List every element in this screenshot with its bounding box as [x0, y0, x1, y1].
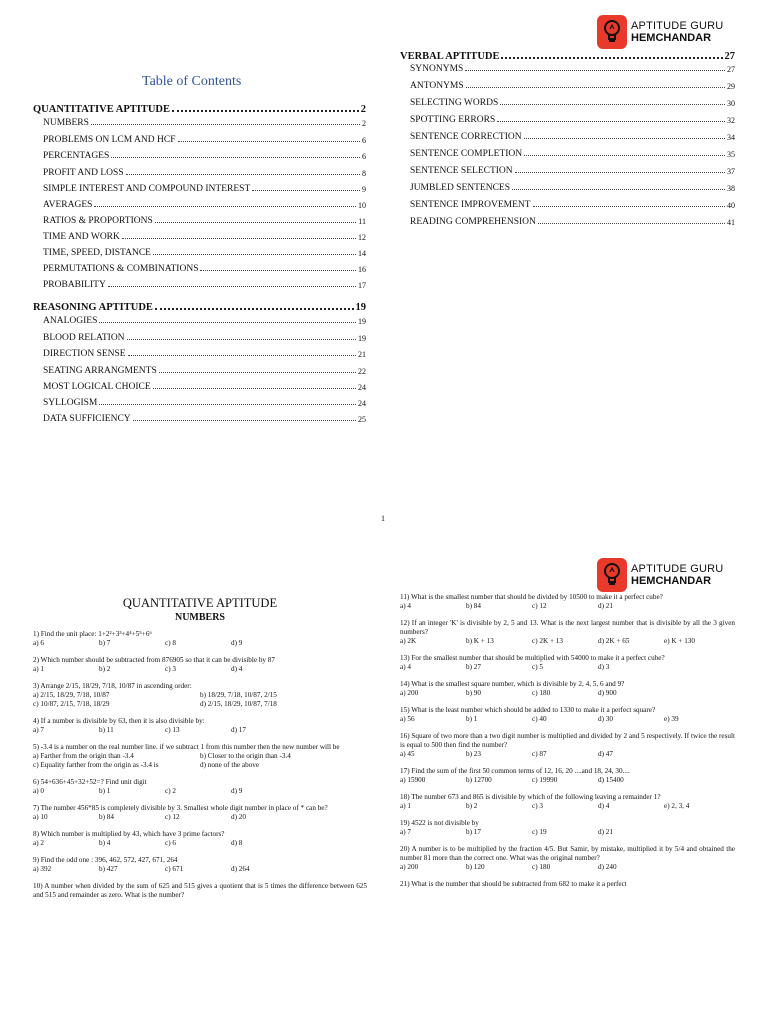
toc-entry-page: 6	[362, 136, 366, 145]
toc-entry-page: 11	[358, 217, 366, 226]
toc-leader-dots	[153, 254, 356, 255]
question	[400, 706, 735, 724]
toc-entry-label: SIMPLE INTEREST AND COMPOUND INTEREST	[43, 184, 251, 194]
lightbulb-icon	[597, 15, 627, 49]
toc-leader-dots	[91, 124, 360, 125]
toc-entry-page: 6	[362, 152, 366, 161]
brand-line1: APTITUDE GURU	[631, 20, 724, 32]
question	[400, 819, 735, 837]
question-text: 12) If an integer 'K' is divisible by 2, 5 and 13. What is the next largest number that is divisible by all the 3 given numbers?	[400, 619, 735, 636]
toc-leader-dots	[153, 388, 356, 389]
toc-entry-label: SELECTING WORDS	[410, 98, 499, 108]
toc-entry-label: PERMUTATIONS & COMBINATIONS	[43, 264, 199, 274]
answer-option[interactable]: d) 264	[231, 865, 250, 873]
answer-option[interactable]: c) 13	[165, 726, 180, 734]
question	[33, 656, 367, 674]
page-number: 1	[381, 514, 385, 523]
brand-line2: HEMCHANDAR	[631, 32, 712, 44]
answer-option[interactable]: b) 11	[99, 726, 114, 734]
toc-leader-dots	[111, 157, 360, 158]
section-title: QUANTITATIVE APTITUDE	[122, 596, 278, 610]
toc-entry[interactable]	[400, 166, 735, 176]
toc-entry-label: SENTENCE SELECTION	[410, 166, 513, 176]
toc-leader-dots	[178, 141, 361, 142]
toc-entry[interactable]	[33, 184, 366, 194]
question	[33, 804, 367, 822]
toc-leader-dots	[501, 57, 722, 59]
answer-option[interactable]: c) 10/87, 2/15, 7/18, 18/29	[33, 700, 110, 708]
toc-entry[interactable]	[400, 183, 735, 193]
toc-entry-label: AVERAGES	[43, 200, 93, 210]
question	[400, 680, 735, 698]
toc-leader-dots	[172, 110, 359, 112]
answer-option[interactable]: a) 56	[400, 715, 415, 723]
toc-entry[interactable]	[400, 64, 735, 74]
question-text: 19) 4522 is not divisible by	[400, 819, 479, 827]
toc-leader-dots	[497, 121, 725, 122]
toc-entry-page: 9	[362, 185, 366, 194]
question-text: 20) A number is to be multiplied by the fraction 4/5. But Samir, by mistake, multiplied it by 5/4 and obtained the number 81 more than the correct one. What was the original number?	[400, 845, 735, 862]
answer-option[interactable]: c) 12	[165, 813, 180, 821]
answer-option[interactable]: a) 15900	[400, 776, 426, 784]
toc-entry[interactable]	[33, 216, 366, 226]
toc-entry-page: 8	[362, 169, 366, 178]
toc-leader-dots	[127, 339, 356, 340]
toc-entry-page: 41	[727, 218, 735, 227]
answer-option[interactable]: c) 8	[165, 639, 176, 647]
toc-leader-dots	[465, 70, 725, 71]
toc-entry-label: PROFIT AND LOSS	[43, 168, 124, 178]
questions-left-column	[33, 630, 367, 908]
toc-leader-dots	[99, 404, 356, 405]
toc-entry[interactable]	[400, 115, 735, 125]
question-text: 9) Find the odd one : 396, 462, 572, 427, 671, 264	[33, 856, 178, 864]
answer-option[interactable]: a) 6	[33, 639, 44, 647]
question-text: 7) The number 456*85 is completely divisible by 3. Smallest whole digit number in place of * can be?	[33, 804, 328, 812]
answer-option[interactable]: d) 21	[598, 828, 613, 836]
answer-option[interactable]: b) 427	[99, 865, 118, 873]
answer-option[interactable]: e) 2, 3, 4	[664, 802, 690, 810]
toc-entry-page: 32	[727, 116, 735, 125]
answer-option[interactable]: b) 4	[99, 839, 111, 847]
answer-option[interactable]: b) 90	[466, 689, 481, 697]
toc-entry[interactable]	[400, 149, 735, 159]
toc-leader-dots	[512, 189, 725, 190]
answer-option[interactable]: d) 900	[598, 689, 617, 697]
toc-leader-dots	[128, 355, 356, 356]
question-text: 11) What is the smallest number that should be divided by 10500 to make it a perfect cube?	[400, 593, 663, 601]
toc-left-column	[33, 104, 366, 430]
answer-option[interactable]: d) 9	[231, 787, 243, 795]
toc-entry-label: ANTONYMS	[410, 81, 464, 91]
answer-option[interactable]: c) 12	[532, 602, 547, 610]
answer-option[interactable]: b) 84	[466, 602, 481, 610]
brand-line2: HEMCHANDAR	[631, 575, 712, 587]
answer-option[interactable]: b) 120	[466, 863, 485, 871]
toc-entry-page: 29	[727, 82, 735, 91]
toc-entry-page: 19	[358, 317, 366, 326]
question	[400, 732, 735, 759]
toc-entry-page: 24	[358, 399, 366, 408]
answer-option[interactable]: a) 1	[400, 802, 411, 810]
answer-option[interactable]: d) 8	[231, 839, 243, 847]
toc-entry[interactable]	[400, 98, 735, 108]
answer-option[interactable]: b) Closer to the origin than -3.4	[200, 752, 291, 760]
question-text: 3) Arrange 2/15, 18/29, 7/18, 10/87 in ascending order:	[33, 682, 192, 690]
toc-entry-page: 34	[727, 133, 735, 142]
toc-entry-label: SEATING ARRANGMENTS	[43, 366, 157, 376]
toc-entry-page: 25	[358, 415, 366, 424]
answer-option[interactable]: a) 4	[400, 602, 411, 610]
answer-option[interactable]: b) 23	[466, 750, 481, 758]
answer-option[interactable]: b) 7	[99, 639, 111, 647]
question-text: 5) -3.4 is a number on the real number line. if we subtract 1 from this number then the new number will be	[33, 743, 340, 751]
toc-entry-page: 22	[358, 367, 366, 376]
toc-leader-dots	[524, 138, 725, 139]
answer-option[interactable]: d) 2/15, 18/29, 10/87, 7/18	[200, 700, 277, 708]
toc-leader-dots	[252, 190, 360, 191]
toc-entry-label: NUMBERS	[43, 118, 89, 128]
toc-entry-label: SENTENCE CORRECTION	[410, 132, 522, 142]
question-text: 6) 54+636+45+32+52=? Find unit digit	[33, 778, 147, 786]
toc-entry[interactable]	[33, 118, 366, 128]
toc-entry-label: PERCENTAGES	[43, 151, 110, 161]
answer-option[interactable]: b) 12700	[466, 776, 492, 784]
question	[400, 654, 735, 672]
answer-option[interactable]: a) 392	[33, 865, 52, 873]
answer-option[interactable]: c) 87	[532, 750, 547, 758]
question-text: 4) If a number is divisible by 63, then it is also divisible by:	[33, 717, 205, 725]
toc-entry[interactable]	[33, 264, 366, 274]
toc-entry[interactable]	[33, 316, 366, 326]
answer-option[interactable]: c) 3	[165, 665, 176, 673]
toc-entry-label: VERBAL APTITUDE	[400, 51, 500, 62]
toc-entry-page: 14	[358, 249, 366, 258]
toc-entry-page: 2	[360, 104, 366, 115]
answer-option[interactable]: a) 0	[33, 787, 44, 795]
toc-entry-label: MOST LOGICAL CHOICE	[43, 382, 151, 392]
answer-option[interactable]: b) 2	[466, 802, 478, 810]
toc-entry-label: ANALOGIES	[43, 316, 98, 326]
answer-option[interactable]: c) Equality farther from the origin as -3.4 is	[33, 761, 159, 769]
toc-leader-dots	[200, 270, 356, 271]
toc-entry-page: 17	[358, 281, 366, 290]
question	[400, 767, 735, 785]
toc-entry[interactable]	[33, 302, 366, 313]
question	[33, 882, 367, 900]
toc-entry-label: TIME AND WORK	[43, 232, 120, 242]
answer-option[interactable]: c) 3	[532, 802, 543, 810]
question	[33, 630, 367, 648]
toc-leader-dots	[515, 172, 725, 173]
answer-option[interactable]: a) 7	[400, 828, 411, 836]
question	[400, 619, 735, 646]
answer-option[interactable]: d) 4	[231, 665, 243, 673]
answer-option[interactable]: b) 18/29, 7/18, 10/87, 2/15	[200, 691, 277, 699]
answer-option[interactable]: a) 200	[400, 863, 419, 871]
toc-entry[interactable]	[400, 217, 735, 227]
answer-option[interactable]: d) 15400	[598, 776, 624, 784]
toc-entry[interactable]	[33, 280, 366, 290]
answer-option[interactable]: a) 7	[33, 726, 44, 734]
toc-leader-dots	[126, 174, 360, 175]
question-text: 1) Find the unit place: 1+2²+3³+4⁴+5⁵+6⁶	[33, 630, 152, 638]
answer-option[interactable]: a) 2K	[400, 637, 417, 645]
question	[33, 830, 367, 848]
toc-entry-page: 27	[724, 51, 735, 62]
question-text: 21) What is the number that should be subtracted from 682 to make it a perfect	[400, 880, 627, 888]
answer-option[interactable]: a) 2	[33, 839, 44, 847]
toc-entry-page: 37	[727, 167, 735, 176]
toc-leader-dots	[538, 223, 725, 224]
toc-entry-label: SPOTTING ERRORS	[410, 115, 496, 125]
toc-leader-dots	[500, 104, 725, 105]
answer-option[interactable]: b) 84	[99, 813, 114, 821]
toc-entry-page: 21	[358, 350, 366, 359]
toc-entry-page: 38	[727, 184, 735, 193]
toc-entry-page: 2	[362, 119, 366, 128]
toc-entry-label: SENTENCE COMPLETION	[410, 149, 523, 159]
answer-option[interactable]: d) 20	[231, 813, 246, 821]
toc-entry-page: 12	[358, 233, 366, 242]
question-text: 16) Square of two more than a two digit number is multiplied and divided by 2 and 5 respectively. If twice the result is equal to 500 then find the number?	[400, 732, 735, 749]
answer-option[interactable]: d) 2K + 65	[598, 637, 630, 645]
toc-entry[interactable]	[33, 232, 366, 242]
toc-leader-dots	[133, 420, 356, 421]
answer-option[interactable]: c) 19	[532, 828, 547, 836]
toc-entry[interactable]	[33, 168, 366, 178]
toc-entry-label: BLOOD RELATION	[43, 333, 125, 343]
answer-option[interactable]: b) 2	[99, 665, 111, 673]
question-text: 2) Which number should be subtracted from 876905 so that it can be divisible by 87	[33, 656, 275, 664]
answer-option[interactable]: c) 19990	[532, 776, 558, 784]
answer-option[interactable]: c) 6	[165, 839, 176, 847]
toc-entry[interactable]	[33, 366, 366, 376]
answer-option[interactable]: b) 17	[466, 828, 481, 836]
answer-option[interactable]: a) Farther from the origin than -3.4	[33, 752, 134, 760]
answer-option[interactable]: c) 2	[165, 787, 176, 795]
question-text: 14) What is the smallest square number, which is divisible by 2, 4, 5, 6 and 9?	[400, 680, 625, 688]
toc-entry-page: 19	[355, 302, 366, 313]
question	[33, 717, 367, 735]
toc-entry-label: REASONING APTITUDE	[33, 302, 153, 313]
answer-option[interactable]: d) 9	[231, 639, 243, 647]
toc-entry[interactable]	[33, 333, 366, 343]
toc-entry-page: 27	[727, 65, 735, 74]
answer-option[interactable]: d) 30	[598, 715, 613, 723]
answer-option[interactable]: b) 1	[466, 715, 478, 723]
answer-option[interactable]: d) 21	[598, 602, 613, 610]
answer-option[interactable]: c) 5	[532, 663, 543, 671]
toc-entry[interactable]	[33, 200, 366, 210]
toc-entry-page: 16	[358, 265, 366, 274]
toc-leader-dots	[155, 222, 357, 223]
toc-entry[interactable]	[400, 200, 735, 210]
answer-option[interactable]: a) 2/15, 18/29, 7/18, 10/87	[33, 691, 110, 699]
answer-option[interactable]: e) K + 130	[664, 637, 695, 645]
toc-entry[interactable]	[33, 135, 366, 145]
toc-entry-page: 40	[727, 201, 735, 210]
toc-leader-dots	[524, 155, 725, 156]
answer-option[interactable]: b) 27	[466, 663, 481, 671]
toc-entry-label: SYNONYMS	[410, 64, 464, 74]
toc-entry[interactable]	[33, 349, 366, 359]
answer-option[interactable]: d) 17	[231, 726, 246, 734]
answer-option[interactable]: a) 45	[400, 750, 415, 758]
toc-entry[interactable]	[400, 81, 735, 91]
section-subtitle: NUMBERS	[174, 612, 225, 623]
question	[400, 593, 735, 611]
brand-line1: APTITUDE GURU	[631, 563, 724, 575]
toc-entry-page: 19	[358, 334, 366, 343]
toc-leader-dots	[99, 322, 356, 323]
toc-title: Table of Contents	[142, 74, 242, 89]
toc-entry-label: READING COMPREHENSION	[410, 217, 536, 227]
toc-entry-label: PROBLEMS ON LCM AND HCF	[43, 135, 176, 145]
toc-leader-dots	[155, 308, 354, 310]
question	[33, 682, 367, 709]
question-text: 15) What is the least number which should be added to 1330 to make it a perfect square?	[400, 706, 656, 714]
question	[33, 743, 367, 770]
question-text: 17) Find the sum of the first 50 common terms of 12, 16, 20 ....and 18, 24, 30....	[400, 767, 630, 775]
question	[400, 880, 735, 889]
toc-entry[interactable]	[33, 151, 366, 161]
answer-option[interactable]: c) 40	[532, 715, 547, 723]
question	[33, 856, 367, 874]
question	[400, 845, 735, 872]
toc-entry[interactable]	[33, 104, 366, 115]
question-text: 18) The number 673 and 865 is divisible by which of the following leaving a remainder 1?	[400, 793, 661, 801]
answer-option[interactable]: a) 200	[400, 689, 419, 697]
toc-entry-label: TIME, SPEED, DISTANCE	[43, 248, 151, 258]
toc-entry-label: SYLLOGISM	[43, 398, 98, 408]
answer-option[interactable]: c) 180	[532, 689, 551, 697]
toc-entry-page: 24	[358, 383, 366, 392]
question-text: 8) Which number is multiplied by 43, which have 3 prime factors?	[33, 830, 225, 838]
toc-leader-dots	[159, 372, 356, 373]
answer-option[interactable]: c) 2K + 13	[532, 637, 563, 645]
answer-option[interactable]: d) none of the above	[200, 761, 260, 769]
answer-option[interactable]: e) 39	[664, 715, 679, 723]
toc-leader-dots	[533, 206, 725, 207]
toc-entry[interactable]	[400, 132, 735, 142]
answer-option[interactable]: a) 1	[33, 665, 44, 673]
toc-right-column	[400, 51, 735, 234]
toc-leader-dots	[108, 286, 356, 287]
toc-entry-label: JUMBLED SENTENCES	[410, 183, 511, 193]
answer-option[interactable]: b) 1	[99, 787, 111, 795]
answer-option[interactable]: b) K + 13	[466, 637, 494, 645]
toc-entry[interactable]	[33, 382, 366, 392]
toc-entry-label: DIRECTION SENSE	[43, 349, 126, 359]
question-text: 13) For the smallest number that should be multiplied with 54000 to make it a perfect cube?	[400, 654, 665, 662]
toc-entry-page: 35	[727, 150, 735, 159]
question	[33, 778, 367, 796]
toc-leader-dots	[466, 87, 725, 88]
brand-logo	[597, 15, 723, 49]
answer-option[interactable]: d) 4	[598, 802, 610, 810]
answer-option[interactable]: c) 671	[165, 865, 184, 873]
toc-entry-page: 30	[727, 99, 735, 108]
toc-entry-label: SENTENCE IMPROVEMENT	[410, 200, 531, 210]
lightbulb-icon	[597, 558, 627, 592]
answer-option[interactable]: d) 240	[598, 863, 617, 871]
toc-entry[interactable]	[33, 414, 366, 424]
question-text: 10) A number when divided by the sum of 625 and 515 gives a quotient that is 5 times the difference between 625 and 515 and remainder as zero. What is the number?	[33, 882, 367, 899]
toc-entry-label: DATA SUFFICIENCY	[43, 414, 131, 424]
toc-entry[interactable]	[33, 398, 366, 408]
answer-option[interactable]: d) 47	[598, 750, 613, 758]
toc-entry[interactable]	[400, 51, 735, 62]
toc-leader-dots	[122, 238, 356, 239]
question	[400, 793, 735, 811]
answer-option[interactable]: a) 10	[33, 813, 48, 821]
toc-entry-label: QUANTITATIVE APTITUDE	[33, 104, 171, 115]
questions-right-column	[400, 593, 735, 897]
answer-option[interactable]: a) 4	[400, 663, 411, 671]
toc-entry-page: 10	[358, 201, 366, 210]
toc-leader-dots	[94, 206, 356, 207]
toc-entry-label: RATIOS & PROPORTIONS	[43, 216, 153, 226]
toc-entry[interactable]	[33, 248, 366, 258]
brand-logo	[597, 558, 723, 592]
answer-option[interactable]: d) 3	[598, 663, 610, 671]
toc-entry-label: PROBABILITY	[43, 280, 106, 290]
answer-option[interactable]: c) 180	[532, 863, 551, 871]
